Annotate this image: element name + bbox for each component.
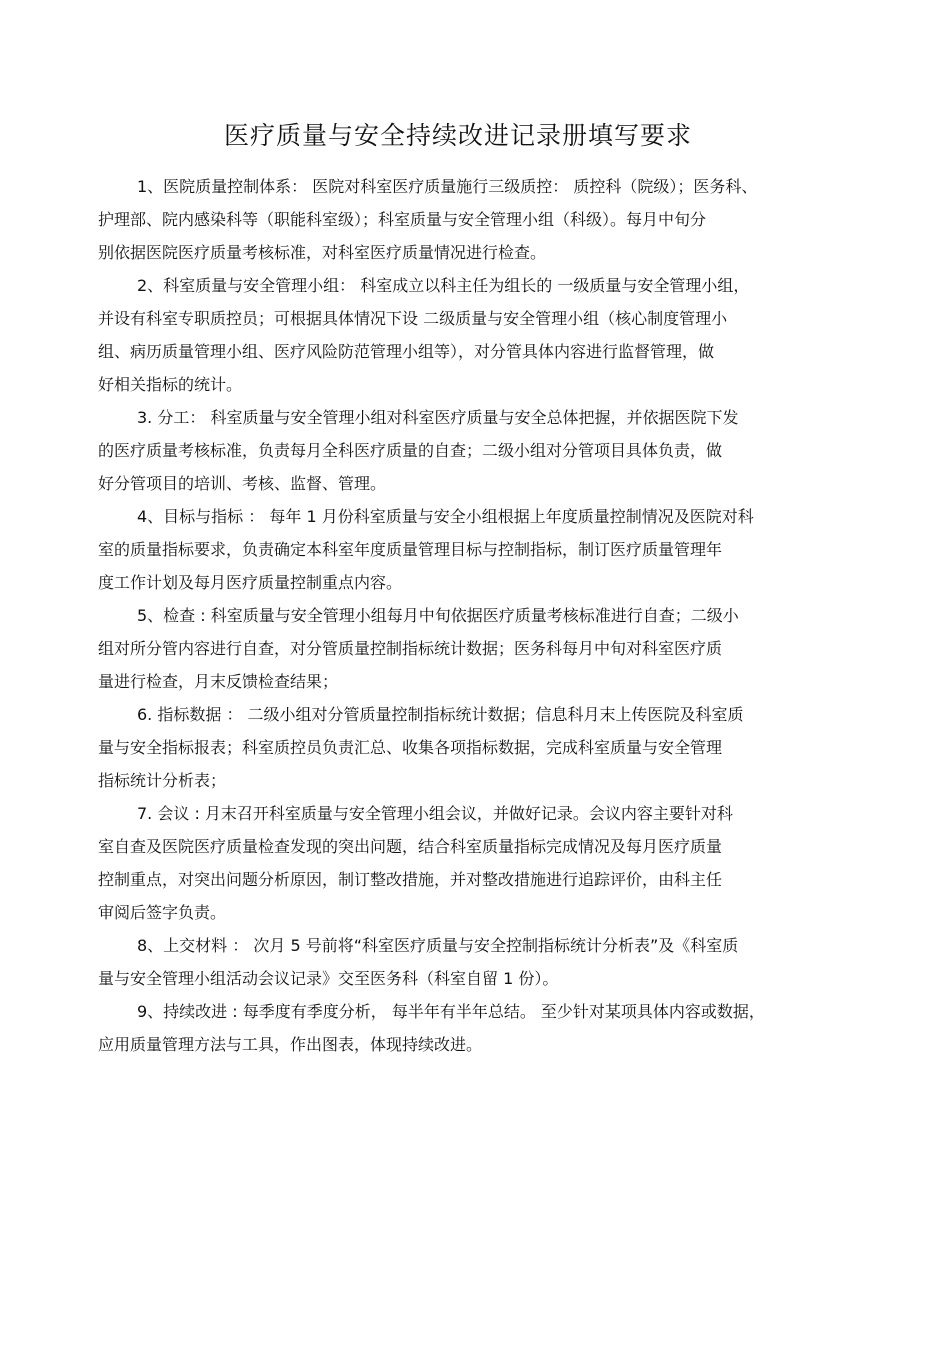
paragraph-line: 好相关指标的统计。 [98,375,243,394]
paragraph-line: 量与安全管理小组活动会议记录》交至医务科（科室自留 1 份）。 [98,969,559,988]
paragraph-line: 并设有科室专职质控员；可根据具体情况下设 二级质量与安全管理小组（核心制度管理小 [98,309,728,328]
paragraph-9 [98,1001,858,1056]
paragraph-line: 9、持续改进 : 每季度有季度分析， 每半年有半年总结。 至少针对某项具体内容或数据， [137,1002,765,1021]
paragraph-line: 量与安全指标报表；科室质控员负责汇总、收集各项指标数据，完成科室质量与安全管理 [98,738,723,757]
paragraph-line: 组、病历质量管理小组、医疗风险防范管理小组等），对分管具体内容进行监督管理，做 [98,342,715,361]
paragraph-line: 度工作计划及每月医疗质量控制重点内容。 [98,573,403,592]
paragraph-8 [98,935,858,990]
paragraph-line: 7. 会议 : 月末召开科室质量与安全管理小组会议，并做好记录。会议内容主要针对科 [137,804,733,823]
paragraph-line: 5、检查 : 科室质量与安全管理小组每月中旬依据医疗质量考核标准进行自查；二级小 [137,606,739,625]
paragraph-line: 审阅后签字负责。 [98,903,227,922]
paragraph-7 [98,803,858,924]
paragraph-line: 好分管项目的培训、考核、监督、管理。 [98,474,387,493]
paragraph-line: 指标统计分析表； [98,771,227,790]
paragraph-line: 应用质量管理方法与工具，作出图表，体现持续改进。 [98,1035,483,1054]
paragraph-line: 量进行检查，月末反馈检查结果； [98,672,339,691]
paragraph-line: 控制重点，对突出问题分析原因，制订整改措施，并对整改措施进行追踪评价，由科主任 [98,870,723,889]
paragraph-6 [98,704,858,792]
paragraph-2 [98,275,858,396]
paragraph-line: 室的质量指标要求，负责确定本科室年度质量管理目标与控制指标，制订医疗质量管理年 [98,540,723,559]
paragraph-3 [98,407,858,495]
paragraph-line: 室自查及医院医疗质量检查发现的突出问题，结合科室质量指标完成情况及每月医疗质量 [98,837,723,856]
paragraph-line: 3. 分工： 科室质量与安全管理小组对科室医疗质量与安全总体把握，并依据医院下发 [137,408,739,427]
paragraph-line: 8、上交材料 ： 次月 5 号前将“科室医疗质量与安全控制指标统计分析表”及《科室质 [137,936,739,955]
document-title: 医疗质量与安全持续改进记录册填写要求 [223,121,692,150]
document-body [98,176,858,1067]
paragraph-line: 别依据医院医疗质量考核标准，对科室医疗质量情况进行检查。 [98,243,547,262]
paragraph-line: 组对所分管内容进行自查，对分管质量控制指标统计数据；医务科每月中旬对科室医疗质 [98,639,723,658]
paragraph-4 [98,506,858,594]
paragraph-line: 的医疗质量考核标准，负责每月全科医疗质量的自查；二级小组对分管项目具体负责，做 [98,441,723,460]
paragraph-line: 4、目标与指标 ： 每年 1 月份科室质量与安全小组根据上年度质量控制情况及医院对科 [137,507,754,526]
paragraph-line: 1、医院质量控制体系： 医院对科室医疗质量施行三级质控： 质控科（院级）；医务科、 [137,177,758,196]
paragraph-line: 6. 指标数据 ： 二级小组对分管质量控制指标统计数据；信息科月末上传医院及科室质 [137,705,744,724]
paragraph-5 [98,605,858,693]
paragraph-1 [98,176,858,264]
paragraph-line: 2、科室质量与安全管理小组： 科室成立以科主任为组长的 一级质量与安全管理小组， [137,276,750,295]
paragraph-line: 护理部、院内感染科等（职能科室级）；科室质量与安全管理小组（科级）。每月中旬分 [98,210,707,229]
